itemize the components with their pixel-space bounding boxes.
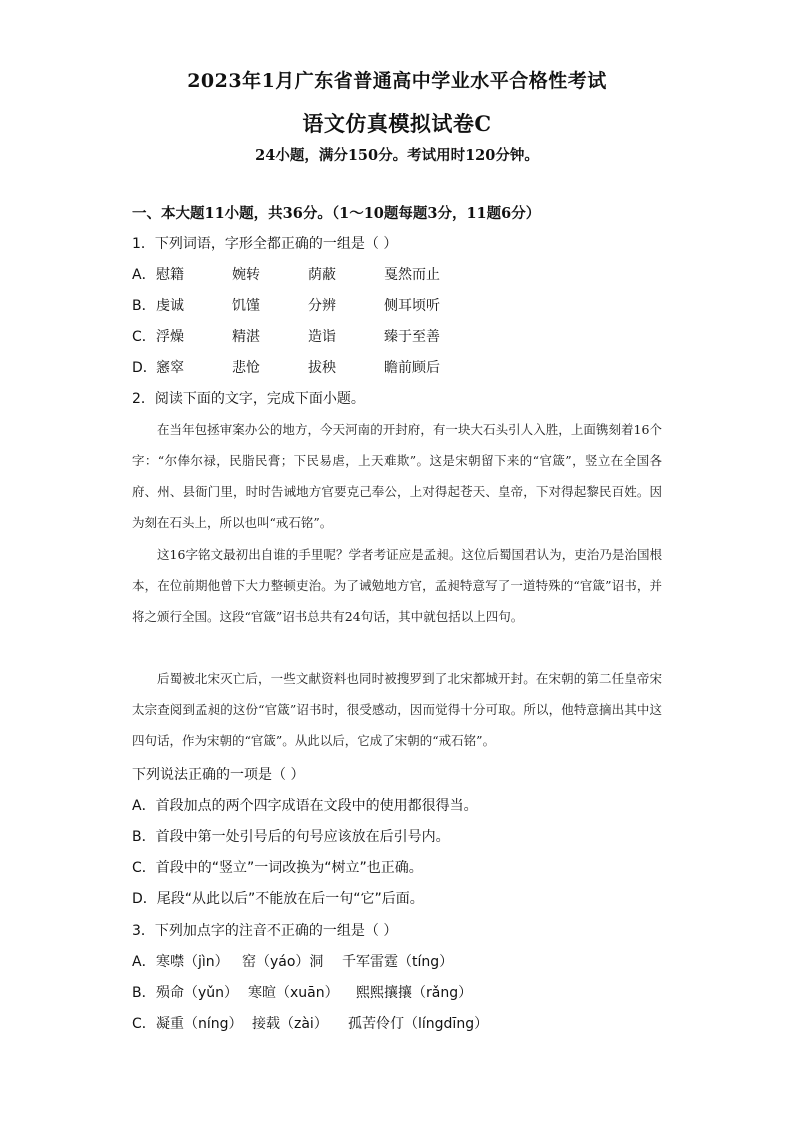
option-item: 熙熙攘攘（rǎng） [356, 985, 473, 1001]
option-letter: A． [132, 954, 156, 970]
exam-instructions: 24小题，满分150分。考试用时120分钟。 [255, 147, 539, 164]
section-heading: 一、本大题11小题，共36分。（1～10题每题3分，11题6分） [132, 205, 541, 222]
question-1-stem: 1．下列词语，字形全都正确的一组是（ ） [132, 236, 398, 252]
option-item: 殒命（yǔn） [156, 985, 239, 1001]
option-item: 窑（yáo）洞 [242, 954, 324, 970]
option-word: 婉转 [232, 267, 260, 283]
question-2-choice-d: D．尾段“从此以后”不能放在后一句“它”后面。 [132, 891, 424, 907]
option-word: 浮燥 [156, 329, 184, 345]
option-word: 拔秧 [308, 360, 336, 376]
option-word: 瞻前顾后 [384, 360, 440, 376]
question-2-choice-a: A．首段加点的两个四字成语在文段中的使用都很得当。 [132, 798, 478, 814]
option-item: 寒暄（xuān） [248, 985, 339, 1001]
option-word: 悲怆 [232, 360, 260, 376]
option-word: 戛然而止 [384, 267, 440, 283]
option-word: 臻于至善 [384, 329, 440, 345]
option-letter: C． [132, 329, 156, 345]
option-item: 寒噤（jìn） [156, 954, 229, 970]
option-letter: B． [132, 298, 156, 314]
passage-paragraph-2: 这16字铭文最初出自谁的手里呢？学者考证应是孟昶。这位后蜀国君认为，吏治乃是治国根本，在位前期他曾下大力整顿吏治。为了诫勉地方官，孟昶特意写了一道特殊的“官箴”诏书，并将之颁行全国。这段“官箴”诏书总共有24句话，其中就包括以上四句。 [132, 547, 662, 624]
option-word: 荫蔽 [308, 267, 336, 283]
option-letter: A． [132, 267, 156, 283]
option-letter: D． [132, 360, 157, 376]
passage-paragraph-3: 后蜀被北宋灭亡后，一些文献资料也同时被搜罗到了北宋都城开封。在宋朝的第二任皇帝宋太宗查阅到孟昶的这份“官箴”诏书时，很受感动，因而觉得十分可取。所以，他特意摘出其中这四句话，作为宋朝的“官箴”。从此以后，它成了宋朝的“戒石铭”。 [132, 671, 662, 748]
option-word: 慰籍 [156, 267, 184, 283]
option-item: 千军雷霆（tíng） [342, 954, 454, 970]
question-2-choice-c: C．首段中的“竖立”一词改换为“树立”也正确。 [132, 860, 423, 876]
option-word: 饥馑 [232, 298, 260, 314]
option-word: 窸窣 [156, 360, 184, 376]
question-2-choice-b: B．首段中第一处引号后的句号应该放在后引号内。 [132, 829, 450, 845]
option-word: 造诣 [308, 329, 336, 345]
option-item: 凝重（níng） [156, 1016, 243, 1032]
passage-paragraph-1: 在当年包拯审案办公的地方，今天河南的开封府，有一块大石头引人入胜，上面镌刻着16个字：“尔俸尔禄，民脂民膏；下民易虐，上天难欺”。这是宋朝留下来的“官箴”，竖立在全国各府、州、县衙门里，时时告诫地方官要克己奉公，上对得起苍天、皇帝，下对得起黎民百姓。因为刻在石头上，所以也叫“戒石铭”。 [132, 422, 662, 530]
option-item: 接载（zài） [252, 1016, 328, 1032]
option-letter: B． [132, 985, 156, 1001]
exam-title: 2023年1月广东省普通高中学业水平合格性考试 [187, 70, 607, 92]
option-word: 侧耳顷听 [384, 298, 440, 314]
option-letter: C． [132, 1016, 156, 1032]
exam-subject-title: 语文仿真模拟试卷C [302, 111, 492, 136]
option-word: 分辨 [308, 298, 336, 314]
question-3-stem: 3．下列加点字的注音不正确的一组是（ ） [132, 923, 398, 939]
option-word: 虔诚 [156, 298, 184, 314]
option-word: 精湛 [232, 329, 260, 345]
option-item: 孤苦伶仃（língdīng） [348, 1016, 489, 1032]
question-2-prompt: 下列说法正确的一项是（ ） [132, 767, 305, 783]
question-2-stem: 2．阅读下面的文字，完成下面小题。 [132, 391, 365, 407]
